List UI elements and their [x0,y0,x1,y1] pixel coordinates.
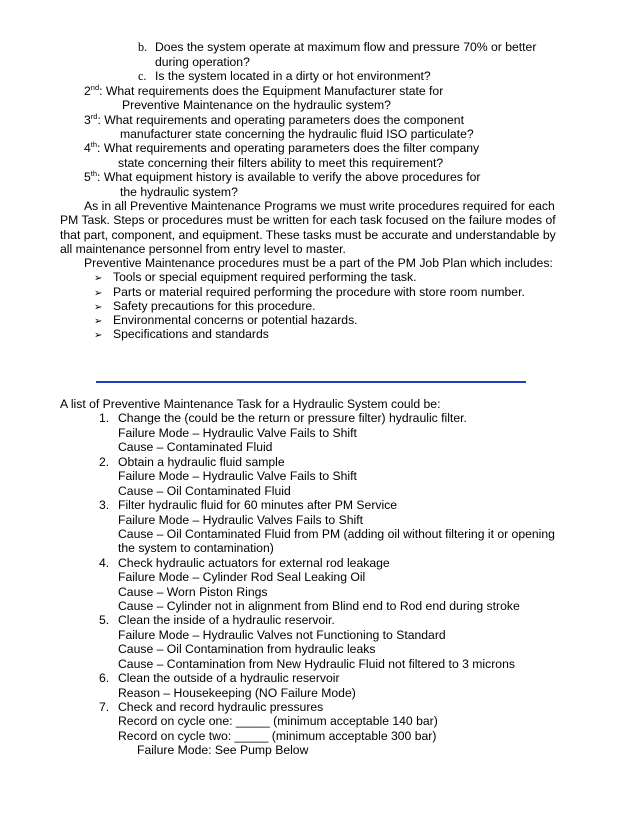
ordinal-question: 2nd: What requirements does the Equipment Manufacturer state for [84,83,444,98]
task-number: 3. [99,498,110,512]
task-number: 7. [99,700,110,714]
paragraph-line: that part, component, and equipment. These tasks must be accurate and understandable by [60,228,556,242]
bullet-item: ➢ Environmental concerns or potential hazards. [94,313,358,327]
arrow-bullet-icon: ➢ [94,316,103,327]
bullet-item: ➢ Safety precautions for this procedure. [94,299,316,313]
sub-item-letter: c. [138,69,147,83]
bullet-item: ➢ Specifications and standards [94,327,269,341]
task-title: Clean the inside of a hydraulic reservoir. [118,613,335,627]
bullet-item: ➢ Tools or special equipment required performing the task. [94,270,417,284]
task-detail: the system to contamination) [118,541,274,555]
task-title: Clean the outside of a hydraulic reservoir [118,671,340,685]
ordinal-question-cont: state concerning their filters ability to meet this requirement? [118,156,444,170]
sub-item-text: Does the system operate at maximum flow and pressure 70% or better [155,40,537,54]
paragraph-line: As in all Preventive Maintenance Programs we must write procedures required for each [84,199,555,213]
ordinal-question-cont: manufacturer state concerning the hydraulic fluid ISO particulate? [120,127,474,141]
ordinal-question-cont: Preventive Maintenance on the hydraulic system? [122,98,391,112]
ordinal-question-cont: the hydraulic system? [120,185,238,199]
task-number: 6. [99,671,110,685]
task-detail: Record on cycle one: _____ (minimum acceptable 140 bar) [118,714,438,728]
paragraph-line: PM Task. Steps or procedures must be written for each task focused on the failure modes of [60,213,556,227]
task-number: 2. [99,455,110,469]
arrow-bullet-icon: ➢ [94,288,103,299]
bullet-item: ➢ Parts or material required performing the procedure with store room number. [94,285,525,299]
list-intro: A list of Preventive Maintenance Task for a Hydraulic System could be: [60,397,441,411]
task-detail: Failure Mode – Cylinder Rod Seal Leaking Oil [118,570,366,584]
task-detail: Cause – Contamination from New Hydraulic Fluid not filtered to 3 microns [118,657,515,671]
task-detail: Record on cycle two: _____ (minimum acceptable 300 bar) [118,729,437,743]
task-detail: Cause – Oil Contaminated Fluid [118,484,291,498]
task-title: Check hydraulic actuators for external rod leakage [118,556,390,570]
task-number: 5. [99,613,110,627]
arrow-bullet-icon: ➢ [94,273,103,284]
task-title: Change the (could be the return or pressure filter) hydraulic filter. [118,411,467,425]
ordinal-question: 5th: What equipment history is available to verify the above procedures for [84,169,481,184]
task-detail: Failure Mode – Hydraulic Valve Fails to Shift [118,426,357,440]
task-title: Filter hydraulic fluid for 60 minutes after PM Service [118,498,398,512]
final-line: Failure Mode: See Pump Below [137,743,309,757]
paragraph-line: all maintenance personnel from entry level to master. [60,242,346,256]
task-detail: Cause – Oil Contaminated Fluid from PM (adding oil without filtering it or opening [118,527,555,541]
sub-item-text-cont: during operation? [155,55,250,69]
separator-rule [96,381,526,383]
task-number: 1. [99,411,110,425]
task-detail: Cause – Cylinder not in alignment from Blind end to Rod end during stroke [118,599,520,613]
task-detail: Cause – Contaminated Fluid [118,440,273,454]
task-detail: Failure Mode – Hydraulic Valves not Functioning to Standard [118,628,446,642]
task-number: 4. [99,556,110,570]
ordinal-question: 3rd: What requirements and operating parameters does the component [84,112,464,127]
task-detail: Failure Mode – Hydraulic Valves Fails to Shift [118,513,363,527]
task-detail: Failure Mode – Hydraulic Valve Fails to Shift [118,469,357,483]
task-detail: Cause – Worn Piston Rings [118,585,268,599]
paragraph-line: Preventive Maintenance procedures must be a part of the PM Job Plan which includes: [84,256,553,270]
task-title: Obtain a hydraulic fluid sample [118,455,285,469]
task-title: Check and record hydraulic pressures [118,700,324,714]
task-detail: Cause – Oil Contamination from hydraulic leaks [118,642,376,656]
task-detail: Reason – Housekeeping (NO Failure Mode) [118,686,356,700]
sub-item-letter: b. [138,40,148,54]
arrow-bullet-icon: ➢ [94,302,103,313]
sub-item-text: Is the system located in a dirty or hot environment? [155,69,431,83]
arrow-bullet-icon: ➢ [94,330,103,341]
ordinal-question: 4th: What requirements and operating parameters does the filter company [84,140,480,155]
